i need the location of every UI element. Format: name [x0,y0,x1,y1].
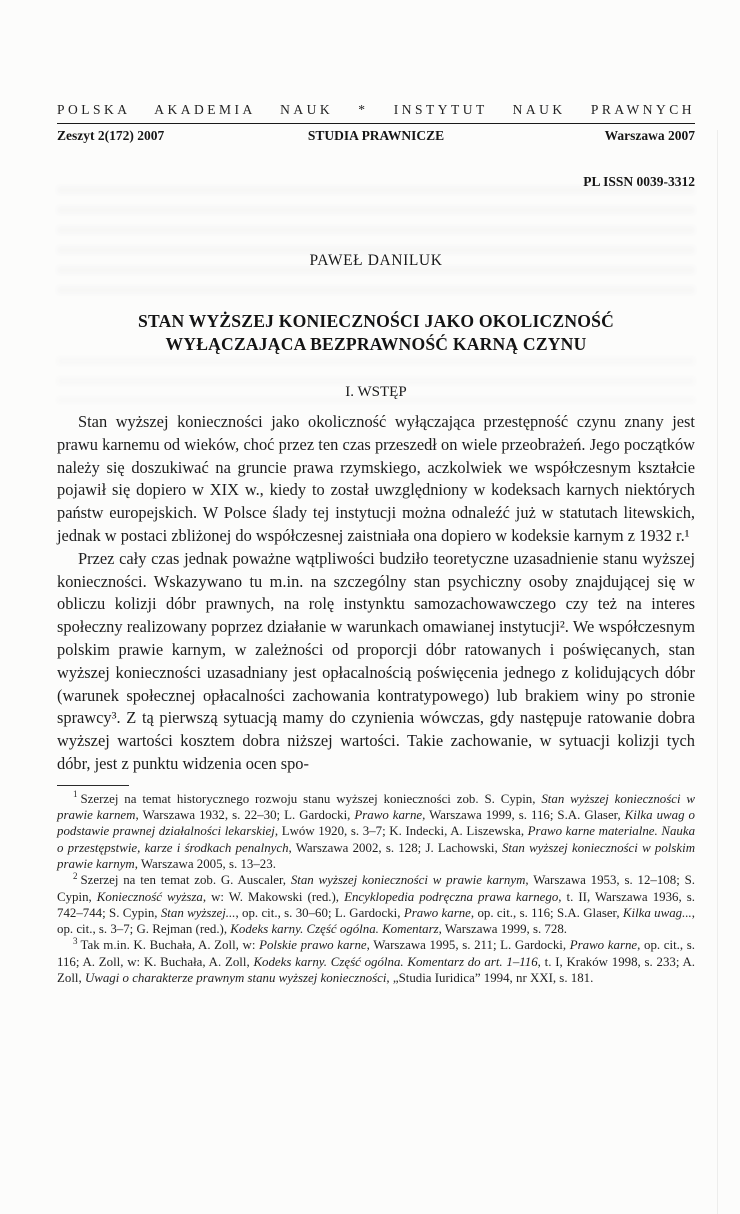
footnote-cited-title: Stan wyższej konieczności w polskim prawie karnym [57,840,695,871]
footnotes [57,791,695,987]
footnote-cited-title: Prawo karne materialne. Nauka o przestępstwie, karze i środkach penalnych [57,824,696,855]
footnote-cited-title: Kilka uwag... [622,905,692,920]
footnote-cited-title: Stan wyższej... [160,905,236,920]
article-title [57,310,695,356]
footnote-marker: 2 [73,870,78,881]
footnote-marker: 1 [73,789,78,800]
footnote-text: , Warszawa 1999, s. 116; S.A. Glaser, [422,808,625,823]
footnote-cited-title: Stan wyższej konieczności w prawie karnem [57,791,696,823]
footnote [57,872,695,937]
author-name: PAWEŁ DANILUK [309,252,443,269]
body-paragraphs [57,411,695,776]
body-paragraph: Przez cały czas jednak poważne wątpliwości budziło teoretyczne uzasadnienie stanu wyższej konieczności. Wskazywano tu m.in. na szczególny stan psychiczny osoby znajdującej się w obliczu kolizji dóbr prawnych, na rolę instynktu samozachowawczego czy też na interes społeczny realizowany poprzez działanie w warunkach omawianej instytucji². We współczesnym polskim prawie karnym, w zależności od proporcji dóbr ratowanych i poświęcanych, stan wyższej konieczności uzasadniany jest opłacalnością poświęcenia jednego z kolidujących dóbr (warunek społecznej opłacalności zachowania kontratypowego) lub brakiem winy po stronie sprawcy³. Z tą pierwszą sytuacją mamy do czynienia wówczas, gdy następuje ratowanie dobra wyższej wartości kosztem dobra niższej wartości. Takie zachowanie, w sytuacji kolizji tych dóbr, jest z punktu widzenia ocen spo- [57,548,695,773]
footnote [57,791,695,872]
footnote [57,937,695,986]
journal-info-row [57,128,695,144]
footnote-cited-title: Stan wyższej konieczności w prawie karnym [290,873,526,888]
institution-line: POLSKA AKADEMIA NAUK * INSTYTUT NAUK PRAWNYCH [57,102,695,124]
issue-number: Zeszyt 2(172) 2007 [57,128,165,143]
footnote-marker: 3 [73,936,78,947]
footnote-cited-title: Prawo karne [403,905,471,920]
footnote-text: , Warszawa 1932, s. 22–30; L. Gardocki, [135,808,355,823]
footnote-text: , op. cit., s. 3–7; G. Rejman (red.), [57,905,695,937]
section-heading: I. WSTĘP [345,384,407,400]
footnote-cited-title: Kilka uwag o podstawie prawnej działalności lekarskiej [57,808,695,839]
issn-line: PL ISSN 0039-3312 [583,174,695,189]
footnote-text: , Lwów 1920, s. 3–7; K. Indecki, A. Liszewska, [274,824,528,839]
footnote-text: , Warszawa 2002, s. 128; J. Lachowski, [288,840,502,855]
footnote-separator [57,785,129,786]
footnote-text: , Warszawa 1999, s. 728. [438,922,567,937]
footnote-text: , t. II, Warszawa 1936, s. 742–744; S. Cypin, [57,889,695,920]
footnote-text: , Warszawa 1995, s. 211; L. Gardocki, [366,938,570,953]
footnote-cited-title: Uwagi o charakterze prawnym stanu wyższej konieczności [84,971,387,986]
footnote-cited-title: Kodeks karny. Część ogólna. Komentarz [230,922,439,937]
footnote-text: , op. cit., s. 30–60; L. Gardocki, [235,905,404,920]
article-title-line1: STAN WYŻSZEJ KONIECZNOŚCI JAKO OKOLICZNOŚĆ [137,311,615,331]
footnote-text: Szerzej na ten temat zob. G. Auscaler, [80,873,291,888]
footnote-text: , w: W. Makowski (red.), [202,889,345,904]
footnote-text: , Warszawa 1953, s. 12–108; S. Cypin, [57,873,695,904]
footnote-text: , op. cit., s. 116; A. Zoll, w: K. Buchała, A. Zoll, [57,938,695,969]
journal-title: STUDIA PRAWNICZE [307,128,445,143]
footnote-cited-title: Encyklopedia podręczna prawa karnego [344,889,559,904]
footnote-cited-title: Konieczność wyższa [96,889,203,904]
footnote-cited-title: Kodeks karny. Część ogólna. Komentarz do art. 1–116 [253,954,538,969]
place-year: Warszawa 2007 [604,128,695,143]
footnote-text: Szerzej na temat historycznego rozwoju stanu wyższej konieczności zob. S. Cypin, [80,791,542,806]
footnote-cited-title: Polskie prawo karne [259,938,367,953]
footnote-text: , t. I, Kraków 1998, s. 233; A. Zoll, [57,954,695,986]
footnote-text: , Warszawa 2005, s. 13–23. [134,856,276,871]
footnote-text: , op. cit., s. 116; S.A. Glaser, [470,905,623,920]
footnote-cited-title: Prawo karne [354,808,423,823]
footnote-cited-title: Prawo karne [569,938,638,953]
footnote-text: Tak m.in. K. Buchała, A. Zoll, w: [80,938,260,953]
body-paragraph: Stan wyższej konieczności jako okoliczność wyłączająca przestępność czynu znany jest prawu karnemu od wieków, choć przez ten czas przeszedł on wiele przeobrażeń. Jego początków należy się doszukiwać na gruncie prawa rzymskiego, aczkolwiek we współczesnym kształcie pojawił się dopiero w XIX w., kiedy to został uwzględniony w kodeksach karnych niektórych państw europejskich. W Polsce ślady tej instytucji można odnaleźć już w statutach litewskich, jednak w postaci zbliżonej do współczesnej zaistniała ona dopiero w kodeksie karnym z 1932 r.¹ [57,412,695,545]
footnote-text: , „Studia Iuridica” 1994, nr XXI, s. 181. [386,971,594,986]
journal-header [57,102,695,190]
article-title-line2: WYŁĄCZAJĄCA BEZPRAWNOŚĆ KARNĄ CZYNU [165,334,587,354]
